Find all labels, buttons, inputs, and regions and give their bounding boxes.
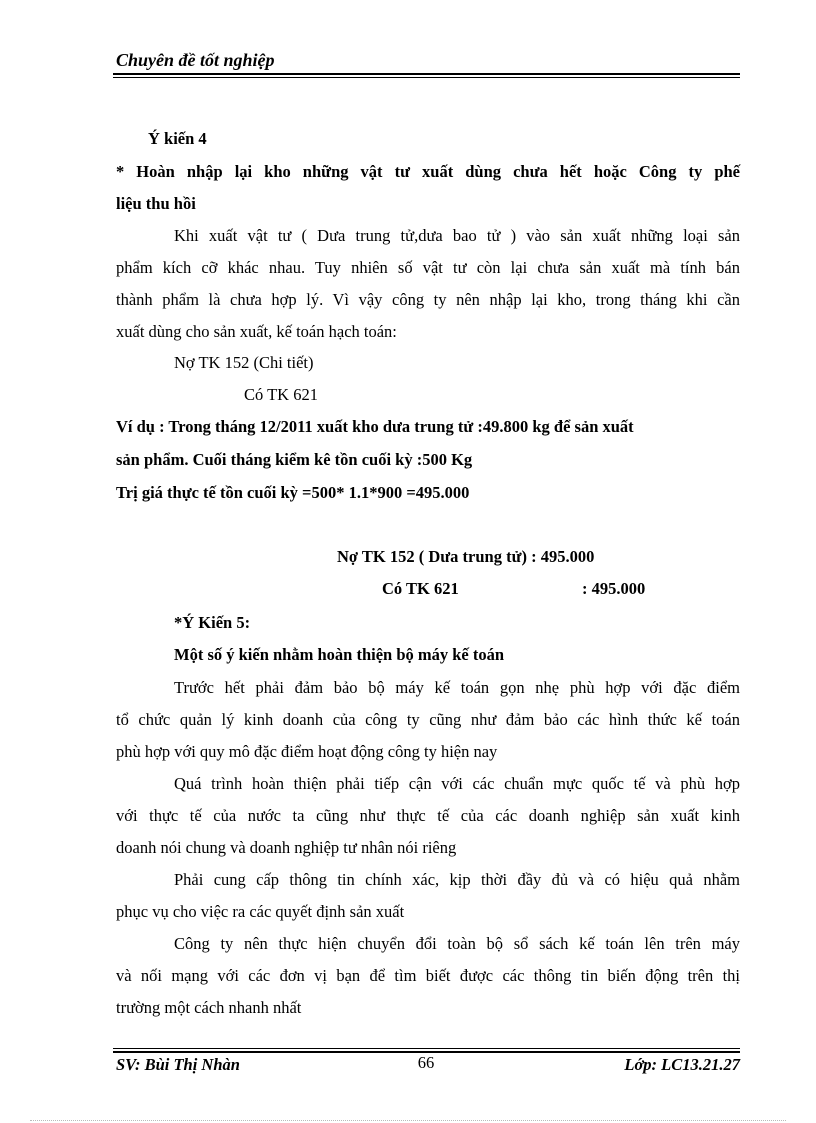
example-line: sản phẩm. Cuối tháng kiểm kê tồn cuối kỳ :500 Kg <box>116 450 473 469</box>
paragraph-line: tổ chức quản lý kinh doanh của công ty cũng như đảm bảo các hình thức kế toán <box>116 710 740 729</box>
paragraph-line: Công ty nên thực hiện chuyển đổi toàn bộ sổ sách kế toán lên trên máy <box>174 934 740 953</box>
page-number: 66 <box>417 1053 435 1072</box>
section4-subheading <box>116 156 740 220</box>
journal-credit-label: Có TK 621 <box>382 579 459 598</box>
paragraph-line: xuất dùng cho sản xuất, kế toán hạch toán: <box>116 322 397 341</box>
paragraph-line: Phải cung cấp thông tin chính xác, kịp thời đầy đủ và có hiệu quả nhằm <box>174 870 740 889</box>
paragraph-line: doanh nói chung và doanh nghiệp tư nhân nói riêng <box>116 838 457 857</box>
subheading-line: * Hoàn nhập lại kho những vật tư xuất dùng chưa hết hoặc Công ty phế <box>116 162 740 181</box>
page-edge-divider <box>30 1120 786 1121</box>
example-line: Ví dụ : Trong tháng 12/2011 xuất kho dưa trung tử :49.800 kg để sản xuất <box>116 417 634 436</box>
paragraph-line: phù hợp với quy mô đặc điểm hoạt động công ty hiện nay <box>116 742 498 761</box>
example-line: Trị giá thực tế tồn cuối kỳ =500* 1.1*900 =495.000 <box>116 483 470 502</box>
paragraph-line: Quá trình hoàn thiện phải tiếp cận với các chuẩn mực quốc tế và phù hợp <box>174 774 740 793</box>
header-rule-bottom <box>113 77 740 78</box>
journal-credit-value: : 495.000 <box>582 579 646 598</box>
section5-paragraph-2 <box>116 768 740 864</box>
header-title: Chuyên đề tốt nghiệp <box>116 50 275 70</box>
section5-heading: *Ý Kiến 5: <box>174 613 251 632</box>
footer-rule-top <box>113 1048 740 1049</box>
footer-student: SV: Bùi Thị Nhàn <box>116 1055 240 1074</box>
section5-subheading: Một số ý kiến nhằm hoàn thiện bộ máy kế toán <box>174 645 505 664</box>
subheading-line: liệu thu hồi <box>116 194 196 213</box>
header-rule-top <box>113 73 740 75</box>
paragraph-line: thành phẩm là chưa hợp lý. Vì vậy công ty nên nhập lại kho, trong tháng khi cần <box>116 290 740 309</box>
paragraph-line: với thực tế của nước ta cũng như thực tế của các doanh nghiệp sản xuất kinh <box>116 806 740 825</box>
section4-paragraph <box>116 220 740 348</box>
paragraph-line: Trước hết phải đảm bảo bộ máy kế toán gọn nhẹ phù hợp với đặc điểm <box>174 678 740 697</box>
section4-heading: Ý kiến 4 <box>148 129 207 148</box>
entry-debit: Nợ TK 152 (Chi tiết) <box>174 353 314 372</box>
paragraph-line: và nối mạng với các đơn vị bạn để tìm biết được các thông tin biến động trên thị <box>116 966 740 985</box>
paragraph-line: trường một cách nhanh nhất <box>116 998 302 1017</box>
entry-credit: Có TK 621 <box>244 385 318 404</box>
paragraph-line: Khi xuất vật tư ( Dưa trung tử,dưa bao tử ) vào sản xuất những loại sản <box>174 226 740 245</box>
paragraph-line: phẩm kích cỡ khác nhau. Tuy nhiên số vật tư còn lại chưa sản xuất mà tính bán <box>116 258 740 277</box>
paragraph-line: phục vụ cho việc ra các quyết định sản xuất <box>116 902 405 921</box>
section5-paragraph-1 <box>116 672 740 768</box>
section5-paragraph-3 <box>116 864 740 928</box>
journal-debit: Nợ TK 152 ( Dưa trung tử) : 495.000 <box>337 547 595 566</box>
section5-paragraph-4 <box>116 928 740 1024</box>
footer-class: Lớp: LC13.21.27 <box>624 1055 740 1074</box>
